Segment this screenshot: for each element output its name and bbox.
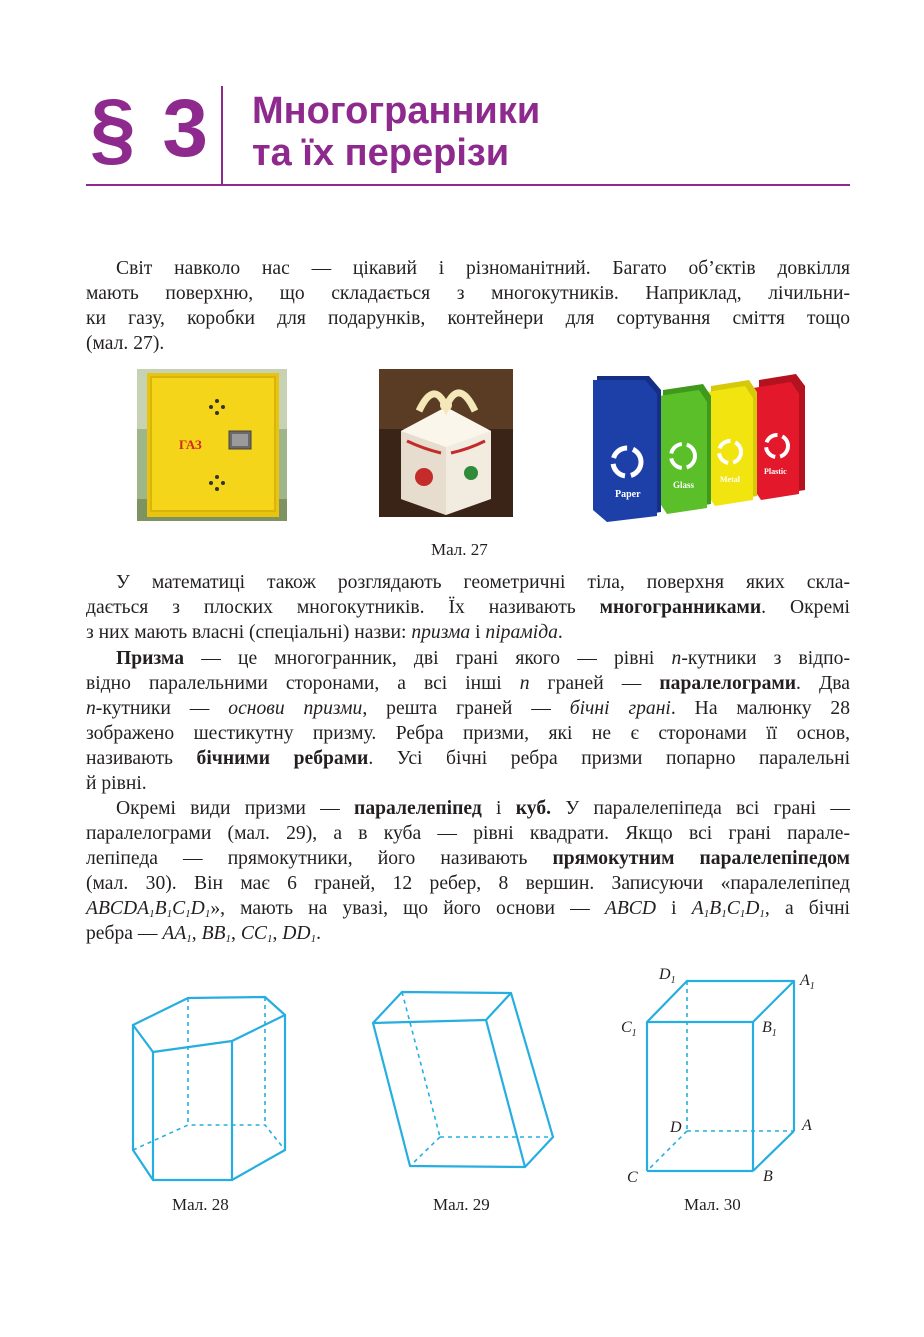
text-line: Призма — це многогранник, дві грані якого — рівні n-кутники з відпо- (116, 648, 850, 669)
header-rule (86, 184, 850, 186)
term-polyhedra: многогранниками (599, 597, 762, 618)
section-number: § 3 (90, 83, 210, 174)
term-pyramid: піраміда (485, 622, 558, 643)
section-header (86, 84, 850, 188)
gas-label: ГАЗ (179, 437, 202, 452)
gas-meter-photo (137, 369, 287, 521)
text-line: дається з плоских многокутників. Їх називають многогранниками. Окремі (86, 597, 850, 618)
text-line: паралелограми (мал. 29), а в куба — рівні квадрати. Якщо всі грані парале- (86, 823, 850, 844)
cuboid-figure (616, 960, 832, 1192)
bin-label-paper: Paper (615, 489, 641, 500)
vertex-label-B: B (763, 1168, 773, 1185)
text-line: зображено шестикутну призму. Ребра призми, які не є сторонами її основ, (86, 723, 850, 744)
text-line: ки газу, коробки для подарунків, контейнери для сортування сміття тощо (86, 308, 850, 329)
vertex-label-A1: $A_1$ (800, 972, 815, 992)
text-line: лепіпеда — прямокутники, його називають прямокутним паралелепіпедом (86, 848, 850, 869)
vertex-label-B1: $B_1$ (762, 1019, 777, 1039)
text-line: Світ навколо нас — цікавий і різноманітний. Багато об’єктів довкілля (116, 258, 850, 279)
vertex-label-D1: $D_1$ (659, 966, 676, 986)
text-line: n-кутники — основи призми, решта граней — бічні грані. На малюнку 28 (86, 698, 850, 719)
gift-box-photo (379, 369, 513, 517)
vertex-label-D: D (670, 1119, 682, 1136)
vertex-label-C1: $C_1$ (621, 1019, 637, 1039)
text-line: відно паралельними сторонами, а всі інші n граней — паралелограми. Два (86, 673, 850, 694)
section-title-line1: Многогранники (252, 90, 541, 132)
text-line: й рівні. (86, 773, 147, 794)
vertex-label-A: A (802, 1117, 812, 1134)
parallelepiped-figure (368, 985, 560, 1170)
paragraph-polyhedra (86, 570, 850, 645)
figure-27-caption: Мал. 27 (431, 540, 488, 559)
hexagonal-prism-figure (126, 990, 296, 1190)
bin-label-plastic: Plastic (764, 467, 787, 476)
text-line: з них мають власні (спеціальні) назви: призма і піраміда. (86, 622, 563, 643)
text-line: мають поверхню, що складається з многокутників. Наприклад, лічильни- (86, 283, 850, 304)
text-line: (мал. 30). Він має 6 граней, 12 ребер, 8 вершин. Записуючи «паралелепіпед (86, 873, 850, 894)
text-line: $ABCDA_1B_1C_1D_1$», мають на увазі, що його основи — ABCD і $A_1B_1C_1D_1$, а бічні (86, 898, 850, 920)
paragraph-prism (86, 646, 850, 796)
paragraph-parallelepiped (86, 796, 850, 946)
text-line: У математиці також розглядають геометричні тіла, поверхня яких скла- (116, 572, 850, 593)
paragraph-intro (86, 256, 850, 356)
header-divider (221, 86, 223, 184)
figure-30-caption: Мал. 30 (684, 1195, 741, 1214)
recycling-bins-photo (591, 372, 808, 524)
term-prism: призма (411, 622, 471, 643)
figure-29-caption: Мал. 29 (433, 1195, 490, 1214)
text-line: називають бічними ребрами. Усі бічні ребра призми попарно паралельні (86, 748, 851, 769)
figure-28-caption: Мал. 28 (172, 1195, 229, 1214)
bin-label-metal: Metal (720, 475, 740, 484)
bin-label-glass: Glass (673, 480, 695, 490)
vertex-label-C: C (627, 1169, 638, 1186)
section-title-line2: та їх перерізи (252, 132, 510, 174)
text-line: Окремі види призми — паралелепіпед і куб. У паралелепіпеда всі грані — (116, 798, 850, 819)
section-title (252, 90, 540, 174)
text-line: (мал. 27). (86, 333, 165, 354)
text-line: ребра — $AA_1$, $BB_1$, $CC_1$, $DD_1$. (86, 923, 321, 945)
